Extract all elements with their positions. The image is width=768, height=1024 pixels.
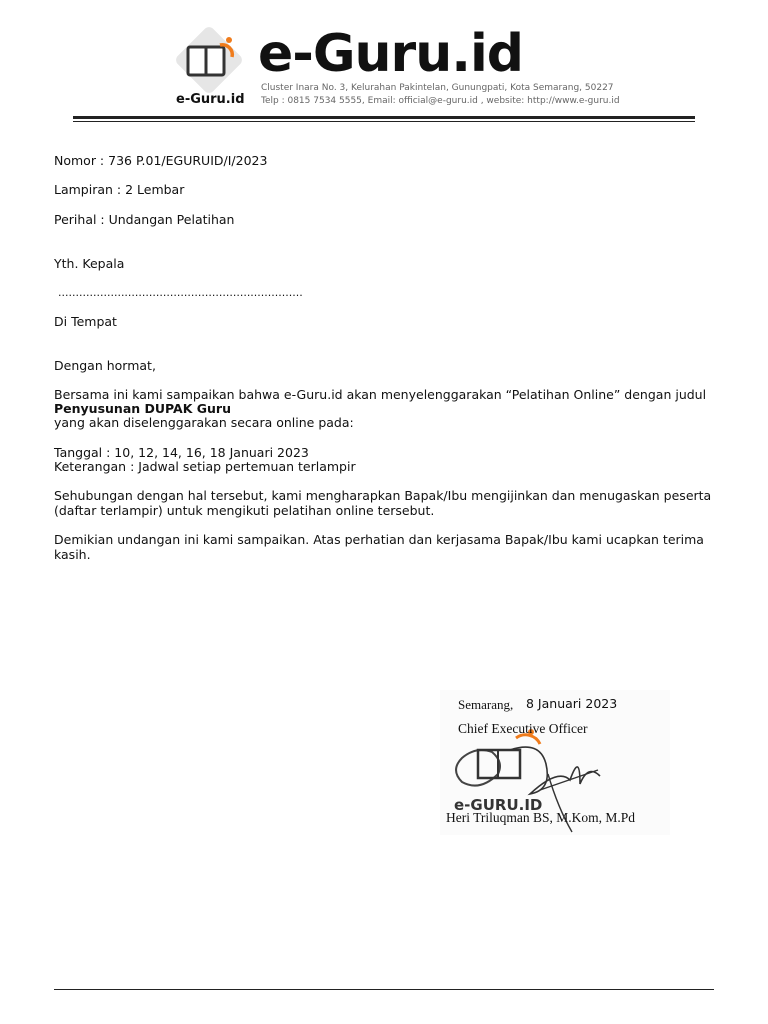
signature-place: Semarang, (458, 697, 514, 712)
letter-attachment: Lampiran : 2 Lembar (54, 182, 185, 197)
letter-number: Nomor : 736 P.01/EGURUID/I/2023 (54, 153, 268, 168)
request-paragraph: Sehubungan dengan hal tersebut, kami mengharapkan Bapak/Ibu mengijinkan dan menugaskan peserta (daftar terlampir) untuk mengikuti pelatihan online tersebut. (54, 488, 712, 518)
signatory-title: Chief Executive Officer (458, 721, 588, 736)
recipient-dots: ...................................................................... (58, 286, 303, 299)
recipient-line: Yth. Kepala (54, 256, 125, 271)
closing-paragraph: Demikian undangan ini kami sampaikan. Atas perhatian dan kerjasama Bapak/Ibu kami ucapkan terima kasih. (54, 532, 704, 562)
training-notes: Keterangan : Jadwal setiap pertemuan terlampir (54, 459, 356, 474)
training-dates: Tanggal : 10, 12, 14, 16, 18 Januari 2023 (54, 445, 309, 460)
course-title: Penyusunan DUPAK Guru (54, 401, 231, 416)
header-divider-thin (73, 121, 695, 122)
signature-date: 8 Januari 2023 (526, 696, 618, 711)
signatory-name: Heri Triluqman BS, M.Kom, M.Pd (446, 810, 636, 825)
stamp-text: e-GURU.ID (454, 796, 543, 814)
greeting: Dengan hormat, (54, 358, 156, 373)
header-divider-thick (73, 116, 695, 119)
footer-divider (54, 989, 714, 990)
intro-continuation: yang akan diselenggarakan secara online pada: (54, 415, 354, 430)
letter-subject: Perihal : Undangan Pelatihan (54, 212, 235, 227)
company-address: Cluster Inara No. 3, Kelurahan Pakintelan, Gunungpati, Kota Semarang, 50227 (261, 83, 614, 93)
recipient-place: Di Tempat (54, 314, 117, 329)
brand-name: e-Guru.id (258, 24, 524, 84)
logo-caption: e-Guru.id (176, 92, 245, 107)
e-guru-logo-icon (176, 27, 242, 93)
intro-paragraph: Bersama ini kami sampaikan bahwa e-Guru.id akan menyelenggarakan “Pelatihan Online” dengan judul (54, 387, 707, 402)
company-contact: Telp : 0815 7534 5555, Email: official@e-guru.id , website: http://www.e-guru.id (261, 96, 620, 106)
